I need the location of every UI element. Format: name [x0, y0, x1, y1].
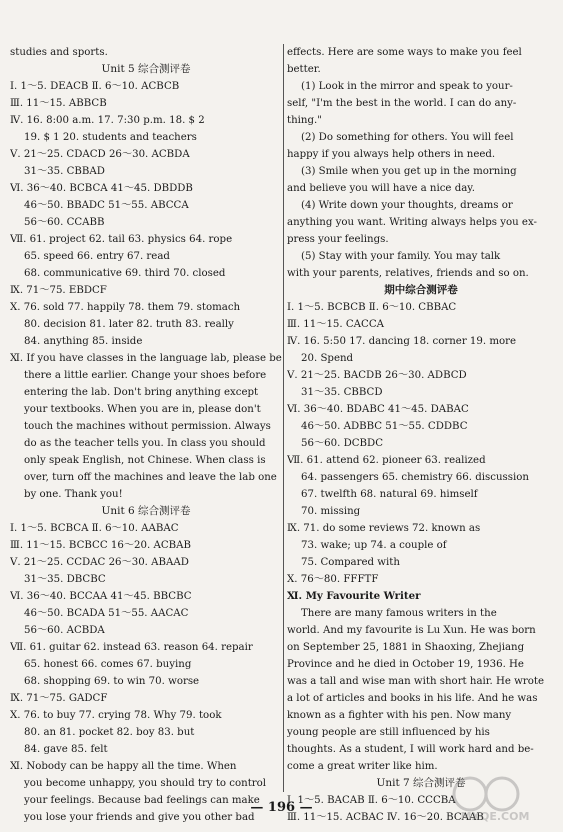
answer-line: Ⅳ. 16. 5:50 17. dancing 18. corner 19. more [287, 336, 517, 347]
answer-line: with your parents, relatives, friends and so on. [287, 268, 529, 279]
answer-line: Ⅲ. 11～15. CACCA [287, 319, 384, 330]
answer-line: Ⅹ. 76. sold 77. happily 78. them 79. stomach [10, 302, 241, 313]
answer-line: 46～50. BCADA 51～55. AACAC [24, 608, 189, 619]
answer-line: and believe you will have a nice day. [287, 183, 475, 194]
answer-line: There are many famous writers in the [301, 608, 497, 619]
answer-line: (3) Smile when you get up in the morning [301, 166, 517, 177]
section-heading: 期中综合测评卷 [384, 284, 458, 296]
answer-line: Ⅸ. 71～75. EBDCF [10, 285, 107, 296]
answer-line: 56～60. ACBDA [24, 625, 105, 636]
answer-line: (1) Look in the mirror and speak to your- [301, 81, 513, 92]
answer-line: world. And my favourite is Lu Xun. He was born [287, 625, 536, 636]
answer-line: 31～35. CBBAD [24, 166, 105, 177]
answer-line: young people are still influenced by his [287, 727, 490, 738]
answer-line: your feelings. Because bad feelings can make [24, 795, 260, 806]
answer-line: 75. Compared with [301, 557, 400, 568]
answer-line: Ⅳ. 16. 8:00 a.m. 17. 7:30 p.m. 18. $ 2 [10, 115, 205, 126]
answer-line: entering the lab. Don't bring anything except [24, 387, 259, 398]
answer-line: 31～35. CBBCD [301, 387, 383, 398]
answer-line: 73. wake; up 74. a couple of [301, 540, 447, 551]
answer-line: Ⅺ. My Favourite Writer [287, 590, 421, 602]
answer-line: Ⅴ. 21～25. BACDB 26～30. ADBCD [287, 370, 467, 381]
answer-line: on September 25, 1881 in Shaoxing, Zhejiang [287, 642, 525, 653]
answer-line: (2) Do something for others. You will feel [301, 132, 514, 143]
answer-line: 56～60. DCBDC [301, 438, 384, 449]
answer-line: Ⅵ. 36～40. BCCAA 41～45. BBCBC [10, 591, 192, 602]
answer-line: 80. decision 81. later 82. truth 83. really [24, 319, 234, 330]
answer-line: Ⅲ. 11～15. BCBCC 16～20. ACBAB [10, 540, 191, 551]
answer-line: Ⅶ. 61. attend 62. pioneer 63. realized [287, 455, 486, 466]
answer-line: Ⅺ. If you have classes in the language lab, please be [10, 353, 282, 364]
answer-line: Ⅰ. 1～5. BCBCB Ⅱ. 6～10. CBBAC [287, 302, 457, 313]
watermark-text: MXQE.COM [460, 810, 530, 823]
answer-line: you become unhappy, you should try to control [24, 778, 267, 789]
answer-line: Province and he died in October 19, 1936. He [287, 659, 524, 670]
answer-line: 70. missing [301, 506, 361, 517]
section-heading: Unit 5 综合测评卷 [101, 63, 191, 75]
answer-line: 68. shopping 69. to win 70. worse [24, 676, 200, 687]
answer-line: Ⅹ. 76～80. FFFTF [287, 574, 379, 585]
answer-line: was a tall and wise man with short hair. He wrote [287, 676, 545, 687]
answer-line: Ⅸ. 71. do some reviews 72. known as [287, 523, 481, 534]
answer-line: Ⅺ. Nobody can be happy all the time. When [10, 761, 237, 772]
answer-line: 20. Spend [301, 353, 354, 364]
answer-line: only speak English, not Chinese. When class is [24, 455, 266, 466]
answer-line: by one. Thank you! [24, 489, 123, 500]
answer-line: come a great writer like him. [287, 761, 438, 772]
answer-line: 65. honest 66. comes 67. buying [24, 659, 192, 670]
answer-line: Ⅸ. 71～75. GADCF [10, 693, 108, 704]
answer-line: 84. gave 85. felt [24, 744, 108, 755]
answer-line: Ⅰ. 1～5. DEACB Ⅱ. 6～10. ACBCB [10, 81, 180, 92]
answer-line: 67. twelfth 68. natural 69. himself [301, 489, 478, 500]
section-heading: Unit 7 综合测评卷 [376, 777, 466, 789]
answer-line: 46～50. BBADC 51～55. ABCCA [24, 200, 189, 211]
answer-line: Ⅶ. 61. guitar 62. instead 63. reason 64. repair [10, 642, 253, 653]
answer-line: 68. communicative 69. third 70. closed [24, 268, 226, 279]
answer-line: Ⅰ. 1～5. BCBCA Ⅱ. 6～10. AABAC [10, 523, 179, 534]
page-number: — 196 — [250, 800, 313, 815]
answer-line: 80. an 81. pocket 82. boy 83. but [24, 727, 195, 738]
answer-line: Ⅲ. 11～15. ABBCB [10, 98, 107, 109]
answer-line: a lot of articles and books in his life. And he was [287, 693, 538, 704]
answer-line: Ⅰ. 1～5. BACAB Ⅱ. 6～10. CCCBA [287, 795, 456, 806]
answer-line: Ⅶ. 61. project 62. tail 63. physics 64. rope [10, 234, 233, 245]
answer-line: 65. speed 66. entry 67. read [24, 251, 170, 262]
answer-line: press your feelings. [287, 234, 389, 245]
answer-line: thing." [287, 115, 322, 126]
answer-line: (5) Stay with your family. You may talk [301, 251, 501, 262]
answer-line: 19. $ 1 20. students and teachers [24, 132, 197, 143]
answer-line: 64. passengers 65. chemistry 66. discussion [301, 472, 529, 483]
answer-line: known as a fighter with his pen. Now many [287, 710, 512, 721]
answer-line: anything you want. Writing always helps you ex- [287, 217, 537, 228]
answer-line: studies and sports. [10, 47, 108, 58]
answer-line: there a little earlier. Change your shoes before [24, 370, 267, 381]
answer-line: over, turn off the machines and leave the lab one [24, 472, 277, 483]
answer-line: Ⅲ. 11～15. ACBAC Ⅳ. 16～20. BCAAB [287, 812, 484, 823]
answer-line: 31～35. DBCBC [24, 574, 106, 585]
answer-line: Ⅵ. 36～40. BDABC 41～45. DABAC [287, 404, 469, 415]
answer-line: better. [287, 64, 321, 75]
answer-line: do as the teacher tells you. In class you should [24, 438, 266, 449]
answer-line: (4) Write down your thoughts, dreams or [301, 200, 513, 211]
answer-line: Ⅹ. 76. to buy 77. crying 78. Why 79. took [10, 710, 222, 721]
answer-line: 56～60. CCABB [24, 217, 105, 228]
answer-line: 84. anything 85. inside [24, 336, 143, 347]
answer-line: Ⅴ. 21～25. CCDAC 26～30. ABAAD [10, 557, 189, 568]
answer-line: thoughts. As a student, I will work hard and be- [287, 744, 534, 755]
right-column [287, 44, 555, 826]
answer-line: 46～50. ADBBC 51～55. CDDBC [301, 421, 468, 432]
answer-line: touch the machines without permission. Always [24, 421, 271, 432]
column-divider [283, 44, 284, 792]
left-column [10, 44, 282, 826]
answer-line: you lose your friends and give you other bad [24, 812, 255, 823]
answer-line: your textbooks. When you are in, please don't [24, 404, 261, 415]
section-heading: Unit 6 综合测评卷 [101, 505, 191, 517]
answer-line: self, "I'm the best in the world. I can do any- [287, 98, 517, 109]
answer-line: effects. Here are some ways to make you feel [287, 47, 522, 58]
answer-line: happy if you always help others in need. [287, 149, 496, 160]
answer-line: Ⅴ. 21～25. CDACD 26～30. ACBDA [10, 149, 190, 160]
answer-line: Ⅵ. 36～40. BCBCA 41～45. DBDDB [10, 183, 193, 194]
